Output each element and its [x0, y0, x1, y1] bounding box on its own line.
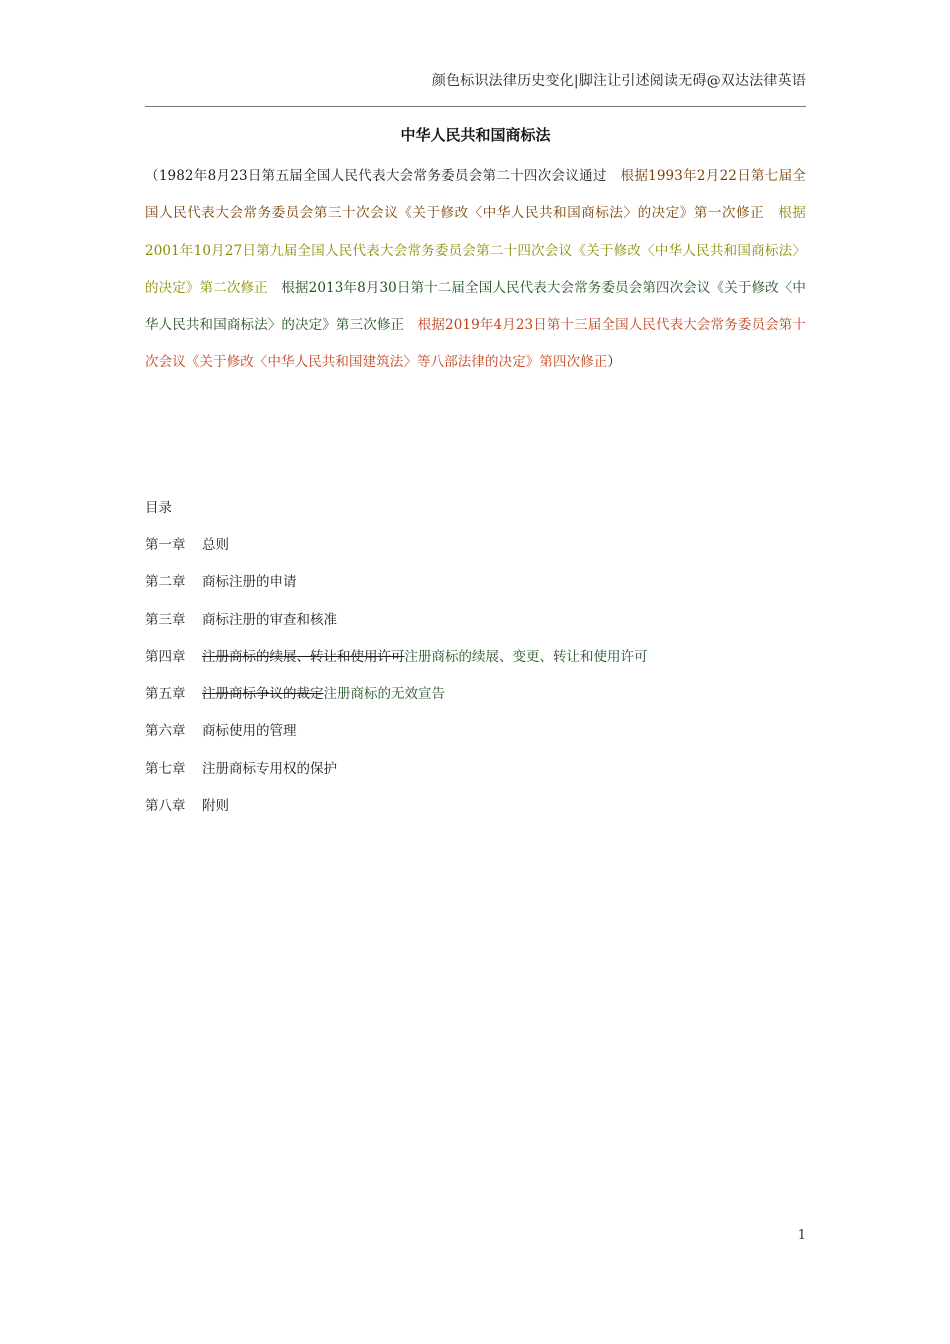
header-divider — [145, 106, 806, 107]
toc-chapter-number: 第二章 — [145, 574, 186, 591]
toc-chapter-number: 第四章 — [145, 648, 186, 665]
toc-chapter-title: 商标注册的申请 — [202, 574, 297, 591]
document-title: 中华人民共和国商标法 — [400, 126, 551, 144]
history-amendment-1993: 根据1993年2月22日第七届全国人民代表大会常务委员会第三十次会议《关于修改〈中华人民共和国商标法〉的决定》第一次修正 — [145, 168, 807, 222]
toc-item-chapter-4[interactable] — [145, 643, 806, 680]
toc-chapter-title: 商标注册的审查和核准 — [202, 611, 337, 628]
history-open-paren: （ — [145, 168, 159, 184]
toc-item-chapter-2[interactable] — [145, 568, 806, 605]
toc-item-chapter-5[interactable] — [145, 680, 806, 717]
history-amendment-2013: 根据2013年8月30日第十二届全国人民代表大会常务委员会第四次会议《关于修改〈中华人民共和国商标法〉的决定》第三次修正 — [145, 279, 806, 334]
history-amendment-2001: 根据2001年10月27日第九届全国人民代表大会常务委员会第二十四次会议《关于修改〈中华人民共和国商标法〉的决定》第二次修正 — [145, 205, 806, 296]
amendment-history — [145, 158, 806, 382]
toc-chapter-number: 第六章 — [145, 723, 186, 740]
toc-deleted-title: 注册商标的续展、转让和使用许可 — [202, 648, 405, 665]
toc-item-chapter-7[interactable] — [145, 755, 806, 792]
history-close-paren: ） — [607, 354, 622, 371]
toc-chapter-number: 第五章 — [145, 686, 186, 703]
toc-chapter-number: 第一章 — [145, 537, 186, 553]
toc-heading: 目录 — [145, 500, 172, 516]
toc-item-chapter-1[interactable] — [145, 531, 806, 568]
table-of-contents — [145, 494, 806, 829]
toc-chapter-title: 商标使用的管理 — [202, 723, 297, 740]
toc-chapter-number: 第三章 — [145, 611, 186, 628]
toc-item-chapter-6[interactable] — [145, 717, 806, 754]
toc-chapter-title: 注册商标专用权的保护 — [202, 760, 337, 777]
toc-deleted-title: 注册商标争议的裁定 — [202, 686, 324, 703]
toc-inserted-title: 注册商标的续展、变更、转让和使用许可 — [404, 648, 648, 665]
page-number: 1 — [797, 1228, 806, 1243]
toc-chapter-number: 第七章 — [145, 760, 186, 777]
toc-chapter-title: 附则 — [202, 798, 229, 815]
toc-inserted-title: 注册商标的无效宣告 — [323, 686, 445, 703]
running-header: 颜色标识法律历史变化|脚注让引述阅读无碍@双达法律英语 — [431, 73, 806, 89]
history-amendment-2019: 根据2019年4月23日第十三届全国人民代表大会常务委员会第十次会议《关于修改〈中华人民共和国建筑法〉等八部法律的决定》第四次修正 — [145, 317, 806, 371]
history-original-adoption: 1982年8月23日第五届全国人民代表大会常务委员会第二十四次会议通过 — [158, 168, 607, 184]
toc-chapter-number: 第八章 — [145, 798, 186, 815]
toc-item-chapter-8[interactable] — [145, 792, 806, 829]
toc-item-chapter-3[interactable] — [145, 606, 806, 643]
toc-chapter-title: 总则 — [202, 537, 229, 553]
